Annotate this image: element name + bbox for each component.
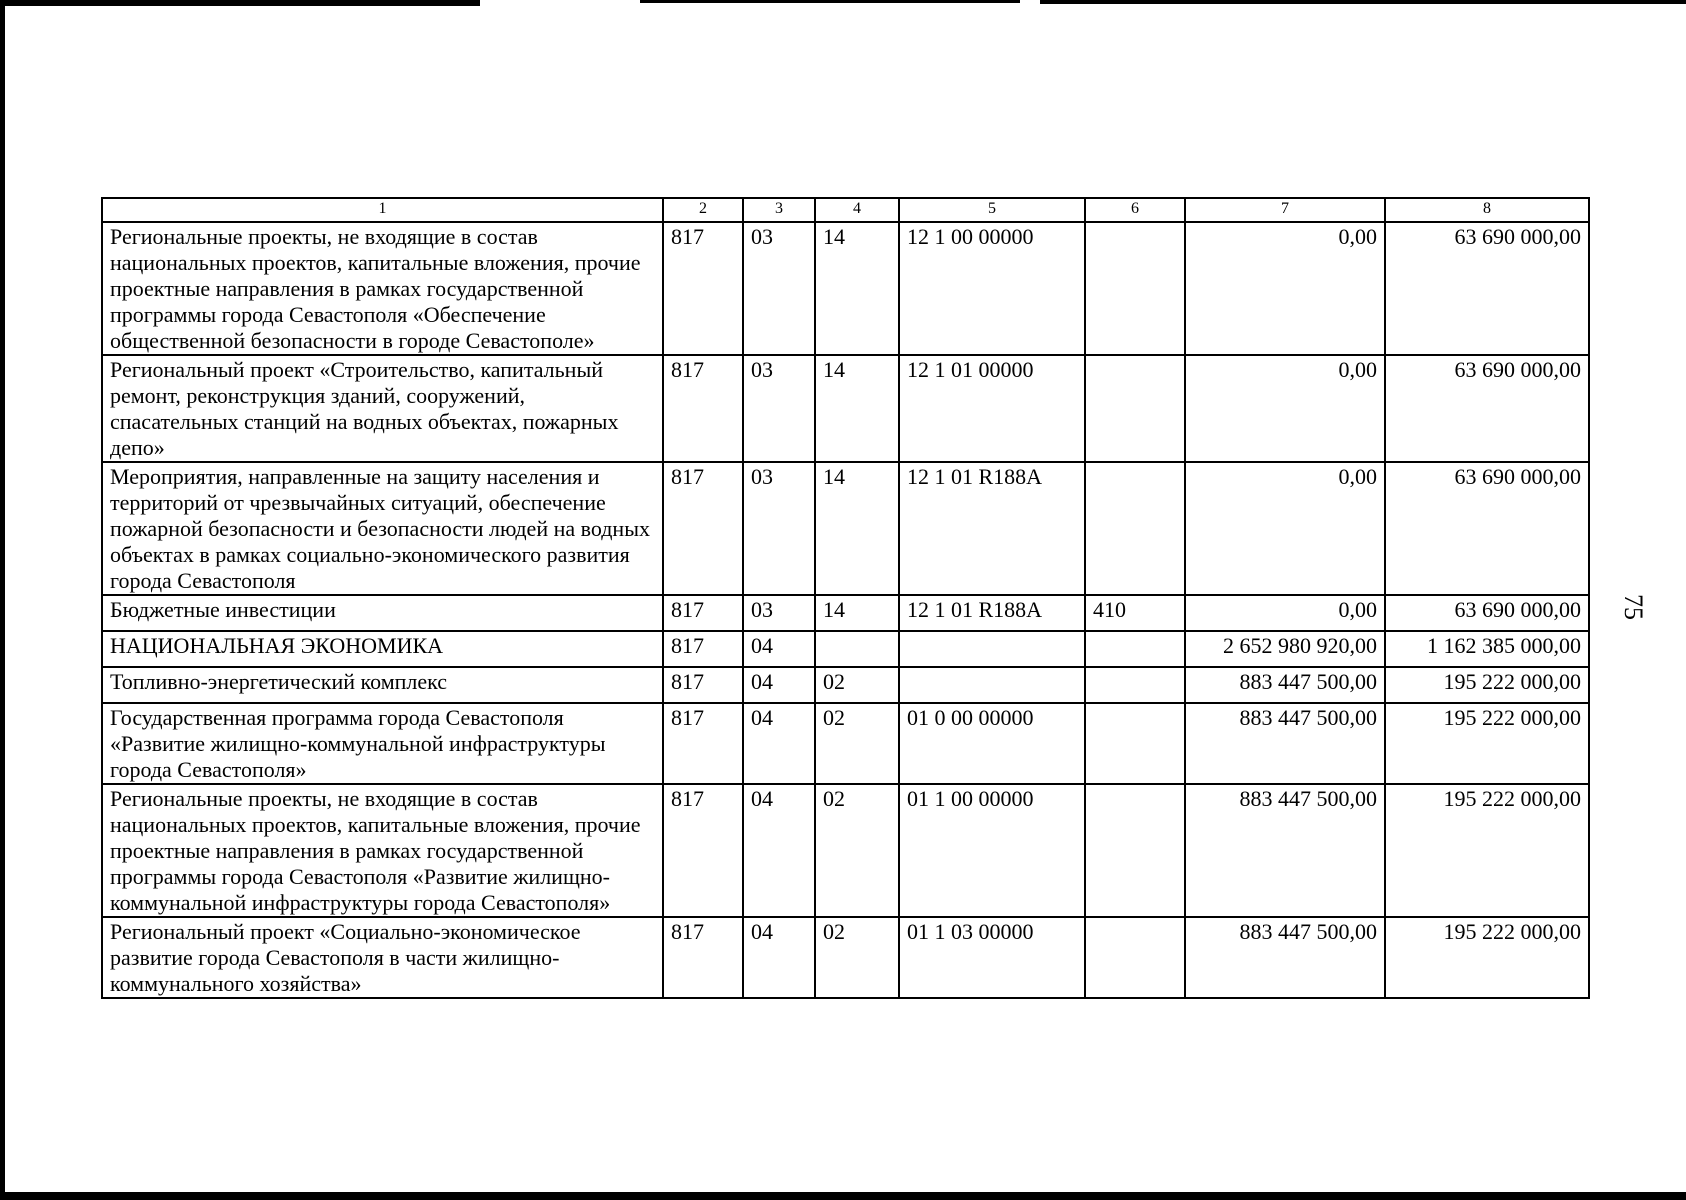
sum-column-7: 0,00 xyxy=(1185,355,1385,462)
section-code: 03 xyxy=(743,222,815,355)
subsection-code: 02 xyxy=(815,667,899,703)
subsection-code: 14 xyxy=(815,462,899,595)
column-header-3: 3 xyxy=(743,198,815,222)
table-row xyxy=(102,703,1589,784)
section-code: 03 xyxy=(743,355,815,462)
column-header-2: 2 xyxy=(663,198,743,222)
sum-column-7: 883 447 500,00 xyxy=(1185,703,1385,784)
row-name: Государственная программа города Севастополя «Развитие жилищно-коммунальной инфраструктуры города Севастополя» xyxy=(102,703,663,784)
sum-column-8: 195 222 000,00 xyxy=(1385,784,1589,917)
row-name: Мероприятия, направленные на защиту населения и территорий от чрезвычайных ситуаций, обеспечение пожарной безопасности и безопасности людей на водных объектах в рамках социально-экономического развития города Севастополя xyxy=(102,462,663,595)
table-row xyxy=(102,355,1589,462)
ministry-code: 817 xyxy=(663,784,743,917)
sum-column-7: 0,00 xyxy=(1185,595,1385,631)
column-header-8: 8 xyxy=(1385,198,1589,222)
column-header-7: 7 xyxy=(1185,198,1385,222)
column-header-4: 4 xyxy=(815,198,899,222)
subsection-code: 14 xyxy=(815,595,899,631)
expense-type xyxy=(1085,667,1185,703)
subsection-code: 02 xyxy=(815,784,899,917)
ministry-code: 817 xyxy=(663,355,743,462)
sum-column-8: 195 222 000,00 xyxy=(1385,703,1589,784)
ministry-code: 817 xyxy=(663,462,743,595)
subsection-code: 14 xyxy=(815,222,899,355)
scan-border-left xyxy=(0,0,5,1200)
ministry-code: 817 xyxy=(663,222,743,355)
target-article: 12 1 01 00000 xyxy=(899,355,1085,462)
subsection-code: 02 xyxy=(815,703,899,784)
target-article: 12 1 01 R188A xyxy=(899,462,1085,595)
target-article: 12 1 00 00000 xyxy=(899,222,1085,355)
ministry-code: 817 xyxy=(663,703,743,784)
row-name: Региональный проект «Социально-экономическое развитие города Севастополя в части жилищно-коммунального хозяйства» xyxy=(102,917,663,998)
table-row xyxy=(102,917,1589,998)
row-name: НАЦИОНАЛЬНАЯ ЭКОНОМИКА xyxy=(102,631,663,667)
budget-table xyxy=(101,197,1590,999)
section-code: 04 xyxy=(743,917,815,998)
expense-type xyxy=(1085,462,1185,595)
target-article: 01 1 00 00000 xyxy=(899,784,1085,917)
row-name: Бюджетные инвестиции xyxy=(102,595,663,631)
row-name: Региональные проекты, не входящие в состав национальных проектов, капитальные вложения, прочие проектные направления в рамках государственной программы города Севастополя «Развитие жилищно-коммунальной инфраструктуры города Севастополя» xyxy=(102,784,663,917)
column-header-6: 6 xyxy=(1085,198,1185,222)
sum-column-7: 0,00 xyxy=(1185,222,1385,355)
ministry-code: 817 xyxy=(663,667,743,703)
target-article xyxy=(899,631,1085,667)
sum-column-7: 0,00 xyxy=(1185,462,1385,595)
section-code: 04 xyxy=(743,784,815,917)
sum-column-8: 1 162 385 000,00 xyxy=(1385,631,1589,667)
row-name: Топливно-энергетический комплекс xyxy=(102,667,663,703)
target-article: 01 1 03 00000 xyxy=(899,917,1085,998)
expense-type: 410 xyxy=(1085,595,1185,631)
page-number: 75 xyxy=(1619,594,1648,620)
row-name: Региональный проект «Строительство, капитальный ремонт, реконструкция зданий, сооружений, спасательных станций на водных объектах, пожарных депо» xyxy=(102,355,663,462)
scan-border-top-middle xyxy=(640,0,1020,3)
subsection-code: 02 xyxy=(815,917,899,998)
table-row xyxy=(102,222,1589,355)
expense-type xyxy=(1085,784,1185,917)
sum-column-7: 883 447 500,00 xyxy=(1185,667,1385,703)
sum-column-7: 2 652 980 920,00 xyxy=(1185,631,1385,667)
sum-column-8: 195 222 000,00 xyxy=(1385,917,1589,998)
table-row xyxy=(102,784,1589,917)
sum-column-8: 63 690 000,00 xyxy=(1385,355,1589,462)
sum-column-8: 195 222 000,00 xyxy=(1385,667,1589,703)
section-code: 04 xyxy=(743,667,815,703)
sum-column-8: 63 690 000,00 xyxy=(1385,462,1589,595)
table-row xyxy=(102,595,1589,631)
scan-border-top-left xyxy=(0,0,480,6)
target-article: 12 1 01 R188A xyxy=(899,595,1085,631)
expense-type xyxy=(1085,355,1185,462)
section-code: 04 xyxy=(743,631,815,667)
ministry-code: 817 xyxy=(663,917,743,998)
table-row xyxy=(102,631,1589,667)
target-article: 01 0 00 00000 xyxy=(899,703,1085,784)
target-article xyxy=(899,667,1085,703)
sum-column-7: 883 447 500,00 xyxy=(1185,917,1385,998)
expense-type xyxy=(1085,917,1185,998)
column-header-1: 1 xyxy=(102,198,663,222)
table-header-row xyxy=(102,198,1589,222)
table-row xyxy=(102,462,1589,595)
subsection-code xyxy=(815,631,899,667)
column-header-5: 5 xyxy=(899,198,1085,222)
scan-border-bottom xyxy=(0,1192,1686,1200)
expense-type xyxy=(1085,703,1185,784)
sum-column-7: 883 447 500,00 xyxy=(1185,784,1385,917)
expense-type xyxy=(1085,222,1185,355)
sum-column-8: 63 690 000,00 xyxy=(1385,222,1589,355)
section-code: 03 xyxy=(743,595,815,631)
row-name: Региональные проекты, не входящие в состав национальных проектов, капитальные вложения, прочие проектные направления в рамках государственной программы города Севастополя «Обеспечение общественной безопасности в городе Севастополе» xyxy=(102,222,663,355)
ministry-code: 817 xyxy=(663,631,743,667)
scan-border-top-right xyxy=(1040,0,1686,4)
table-row xyxy=(102,667,1589,703)
section-code: 04 xyxy=(743,703,815,784)
section-code: 03 xyxy=(743,462,815,595)
expense-type xyxy=(1085,631,1185,667)
subsection-code: 14 xyxy=(815,355,899,462)
sum-column-8: 63 690 000,00 xyxy=(1385,595,1589,631)
ministry-code: 817 xyxy=(663,595,743,631)
